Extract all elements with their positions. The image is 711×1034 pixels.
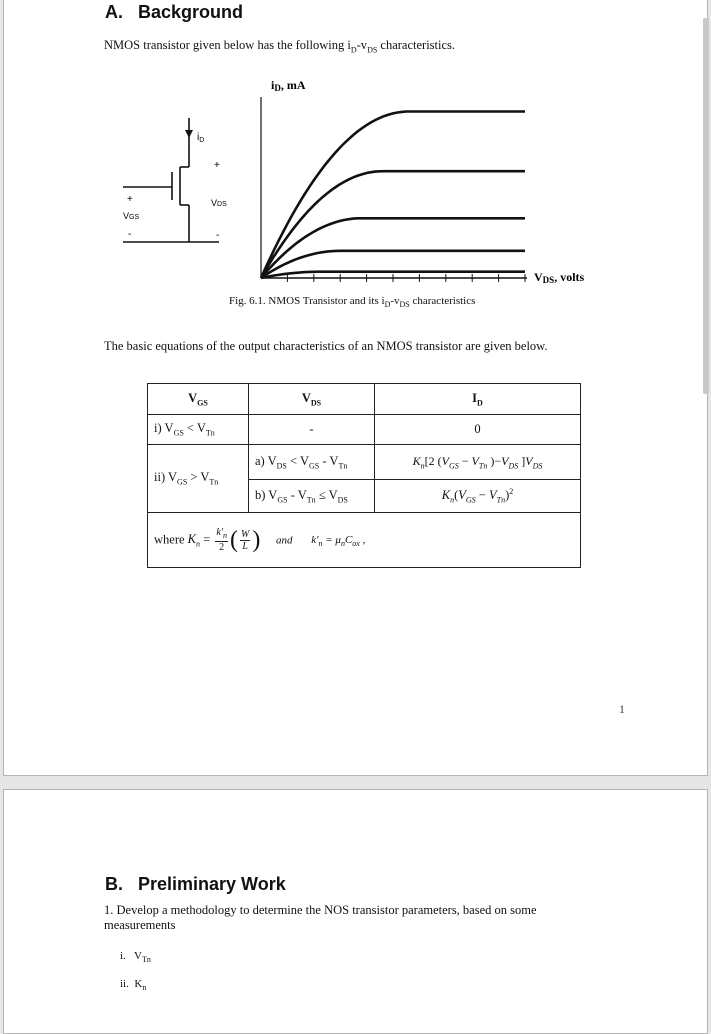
- preliminary-item-1: [104, 903, 604, 933]
- cell-triode-id: $K_n[2$ ($V_{GS} - V_{Tn}$ )$-V_{DS}$ ]$V_{DS}$: [375, 445, 581, 480]
- nmos-circuit-diagram: [115, 110, 235, 250]
- vgs-plus: +: [127, 194, 133, 205]
- chart-curve-3: [261, 218, 525, 278]
- sub-item-vtn: i. $V_{Tn}$: [120, 950, 151, 965]
- vds-plus: +: [214, 160, 220, 171]
- vds-minus: -: [216, 230, 220, 241]
- equations-table: [147, 383, 581, 568]
- basic-equations-text: The basic equations of the output characteristics of an NMOS transistor are given below.: [104, 339, 548, 353]
- table-row-cutoff: [148, 415, 581, 445]
- chart-curve-5: [261, 112, 525, 279]
- section-a-heading: [105, 2, 243, 23]
- vgs-label: VGS: [123, 211, 140, 221]
- section-b-heading: [105, 874, 286, 895]
- table-header-row: [148, 384, 581, 415]
- header-vds: $V_{DS}$: [249, 384, 375, 415]
- figure-caption: Fig. 6.1. NMOS Transistor and its $i_D-v_{DS}$ characteristics: [229, 295, 476, 310]
- cell-where: where $K_n$ = $\frac{k'_n}{2}$ ( $\frac{W}{L}$ ) and $k'_n = \mu_nC_{ox}$ ,: [148, 513, 581, 568]
- header-vgs: $V_{GS}$: [148, 384, 249, 415]
- intro-text: NMOS transistor given below has the following $i_D-v_{DS}$ characteristics.: [104, 38, 456, 55]
- scrollbar-thumb[interactable]: [703, 18, 709, 394]
- where-label: where: [154, 531, 185, 546]
- vgs-minus: -: [128, 229, 132, 240]
- cell-triode-vds: a) $V_{DS} < V_{GS} - V_{Tn}$: [249, 445, 375, 480]
- y-axis-label: iD, mA: [271, 78, 306, 93]
- id-vds-chart: [255, 75, 600, 285]
- item-1-text: 1. Develop a methodology to determine the NOS transistor parameters, based on some measurements: [104, 903, 537, 932]
- kprime-formula: $k'_n = \mu_nC_{ox}$ ,: [311, 533, 366, 549]
- cell-sat-vds: b) $V_{GS} - V_{Tn} \le V_{DS}$: [249, 480, 375, 513]
- cell-on-vgs: ii) $V_{GS} > V_{Tn}$: [148, 445, 249, 513]
- chart-curve-4: [261, 171, 525, 278]
- chart-curve-2: [261, 251, 525, 278]
- and-label: and: [275, 533, 293, 546]
- cell-sat-id: $K_n(V_{GS} - V_{Tn})^2$: [375, 480, 581, 513]
- page-number: 1: [619, 702, 625, 716]
- id-label: $i_D$: [197, 132, 205, 144]
- current-arrow-icon: [185, 130, 193, 138]
- w-over-l: $\frac{W}{L}$: [240, 528, 250, 552]
- kprime-over-two: $\frac{k'_n}{2}$: [216, 527, 227, 553]
- sub-item-kn: ii. $K_n$: [120, 978, 147, 993]
- cell-cutoff-vds: -: [249, 415, 375, 445]
- table-row-triode: [148, 445, 581, 480]
- curves-group: [261, 112, 525, 279]
- x-axis-label: VDS, volts: [534, 270, 585, 285]
- kn-formula: $K_n$: [187, 531, 201, 549]
- vds-label: VDS: [211, 198, 227, 208]
- header-id: $I_D$: [375, 384, 581, 415]
- cell-cutoff-vgs: i) $V_{GS} < V_{Tn}$: [148, 415, 249, 445]
- section-b-heading-text: B. Preliminary Work: [105, 874, 286, 894]
- table-row-where: [148, 513, 581, 568]
- cell-cutoff-id: 0: [375, 415, 581, 445]
- section-a-heading-text: A. Background: [105, 2, 244, 22]
